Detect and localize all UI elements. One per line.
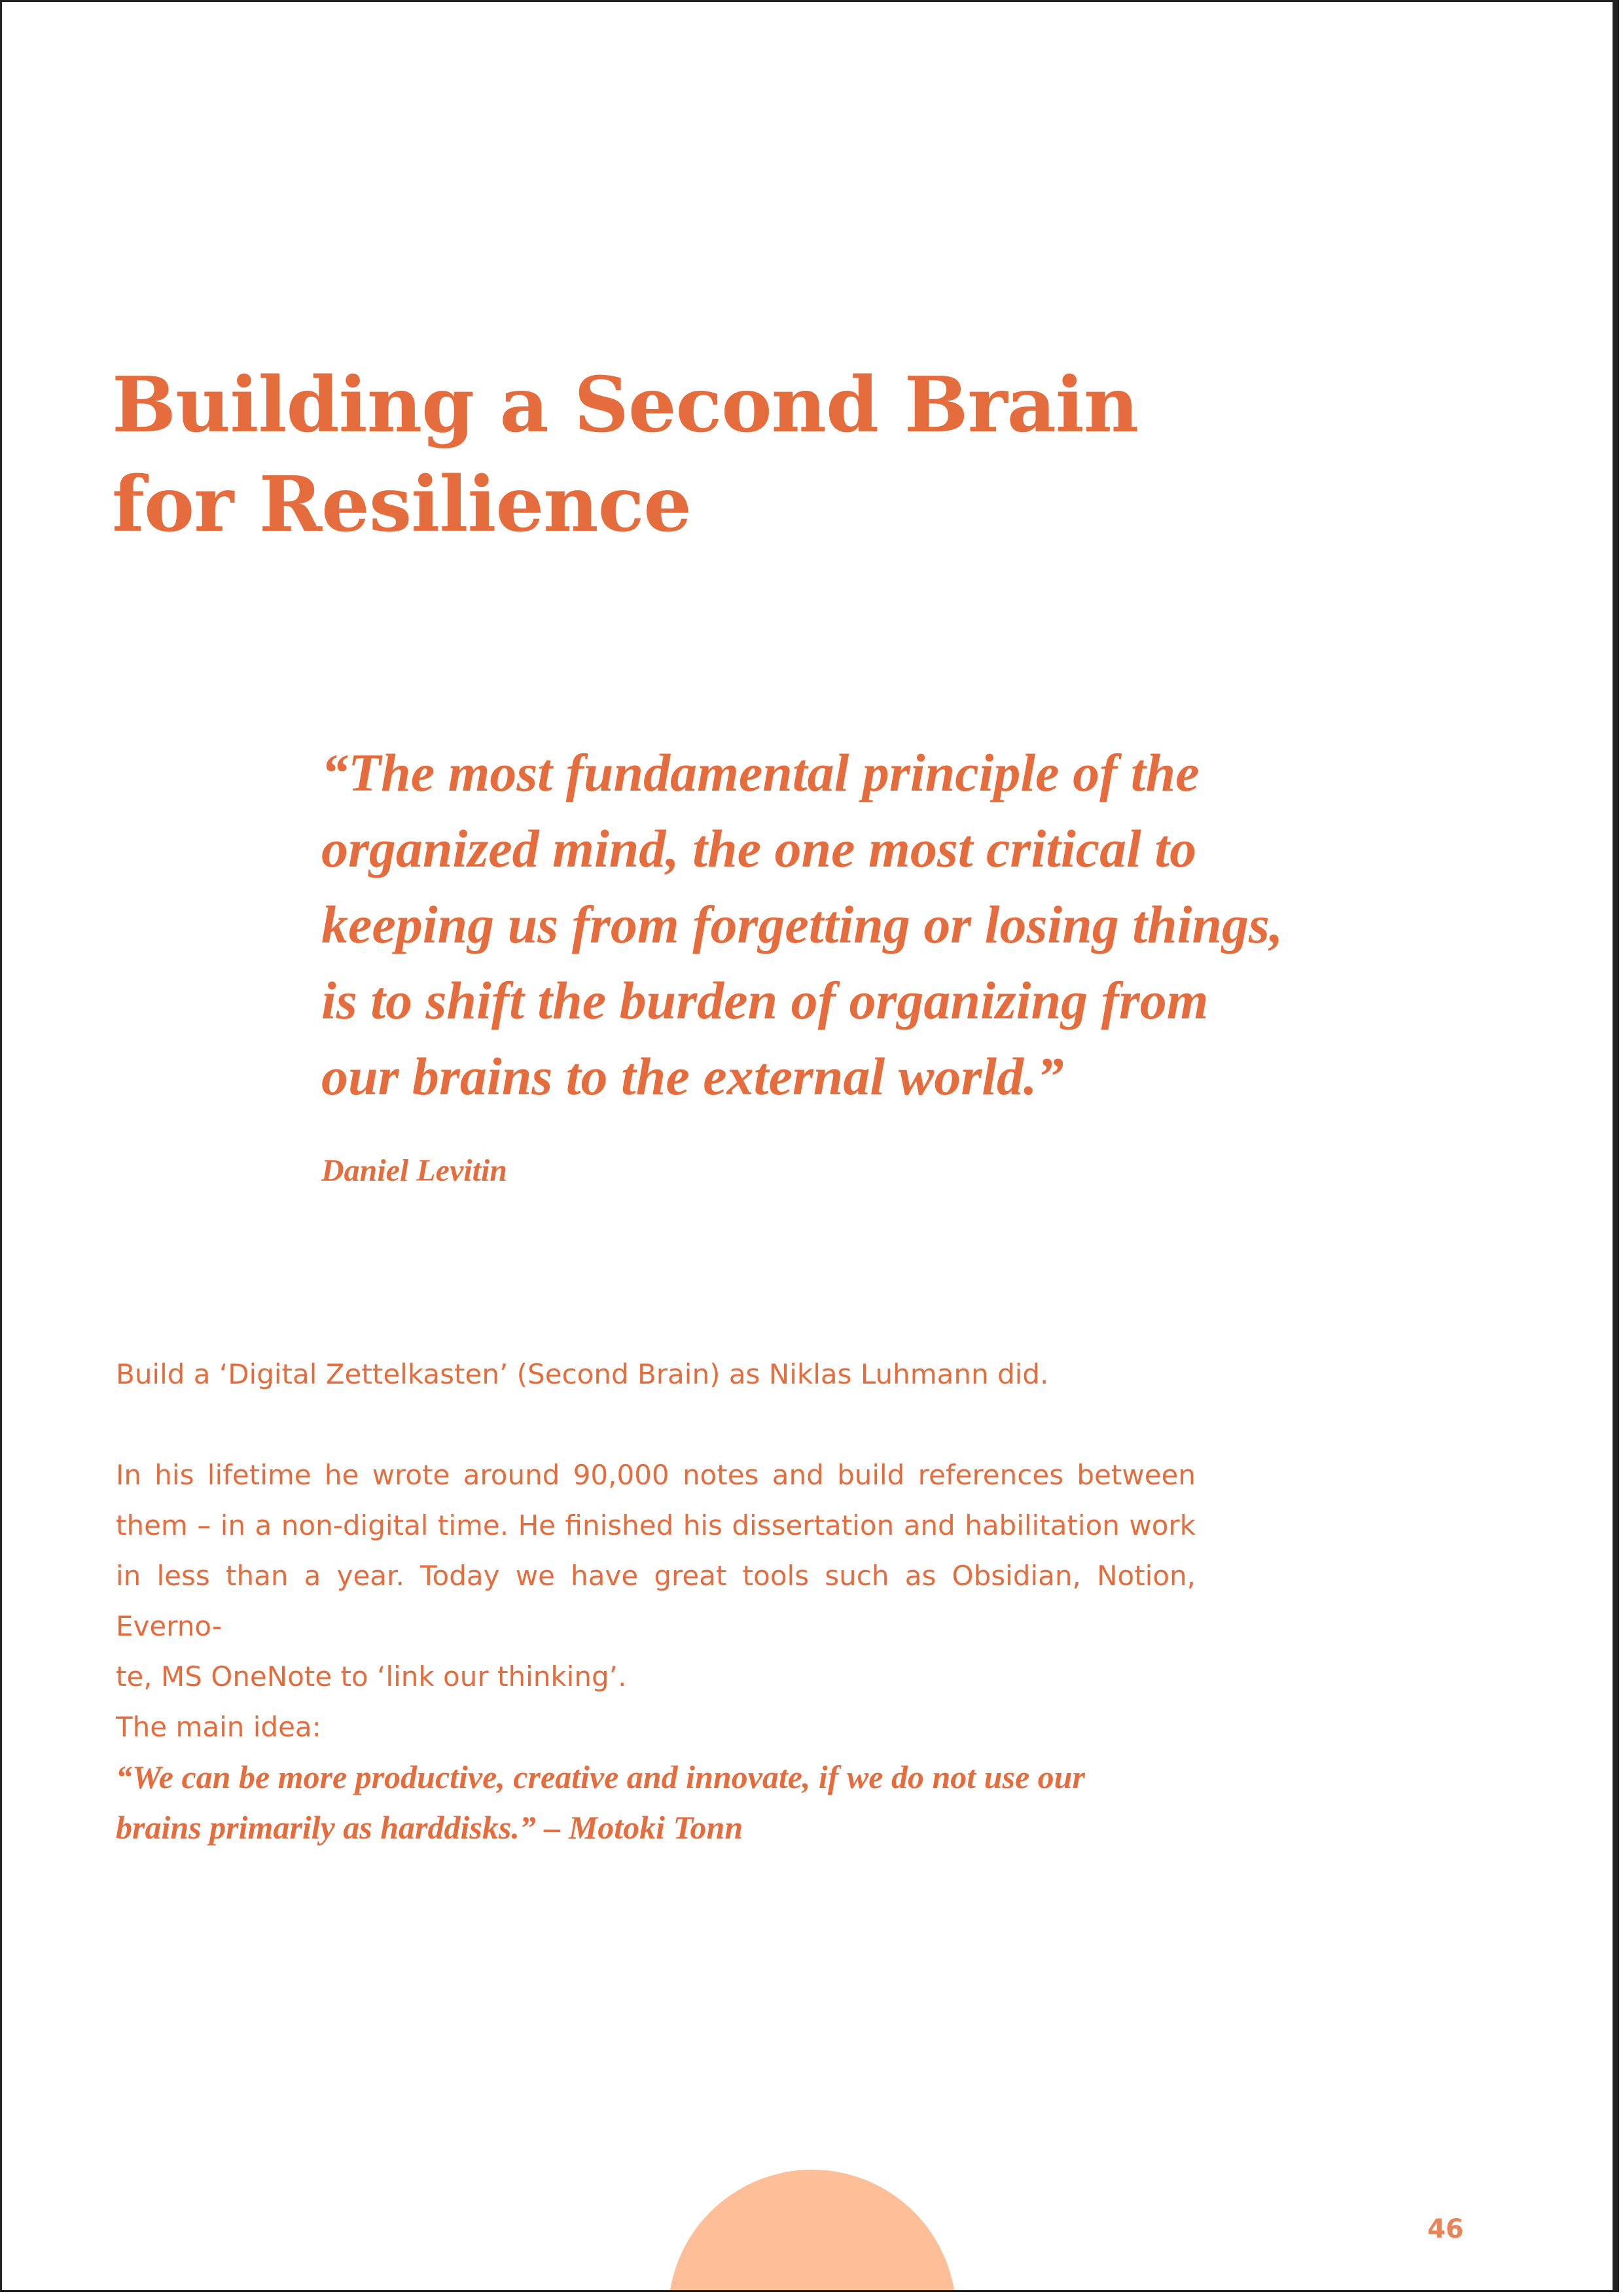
quote-author: Daniel Levitin (321, 1153, 507, 1188)
pull-quote-line: “The most fundamental principle of the (321, 743, 1200, 802)
body-paragraph-line: them – in a non-digital time. He finished his dissertation and habilitation work (116, 1509, 1196, 1541)
body-paragraph-line: In his lifetime he wrote around 90,000 notes and build references between (116, 1459, 1196, 1491)
intro-paragraph: Build a ‘Digital Zettelkasten’ (Second Brain) as Niklas Luhmann did. (116, 1358, 1049, 1390)
main-idea-label: The main idea: (116, 1711, 321, 1743)
page-title-line-2: for Resilience (112, 460, 692, 549)
page-number: 46 (1427, 2214, 1464, 2244)
page-title-line-1: Building a Second Brain (112, 361, 1139, 450)
main-idea-quote-line: brains primarily as harddisks.” – Motoki Tonn (116, 1809, 743, 1846)
body-paragraph (116, 1450, 1196, 1702)
pull-quote (321, 735, 1382, 1115)
pull-quote-line: organized mind, the one most critical to (321, 819, 1197, 878)
decorative-circle (668, 2170, 956, 2292)
main-idea-quote-line: “We can be more productive, creative and innovate, if we do not use our (116, 1759, 1085, 1795)
pull-quote-line: keeping us from forgetting or losing things, (321, 895, 1283, 954)
body-paragraph-line: in less than a year. Today we have great tools such as Obsidian, Notion, Everno- (116, 1560, 1196, 1642)
pull-quote-line: our brains to the external world.” (321, 1047, 1064, 1106)
pull-quote-line: is to shift the burden of organizing from (321, 971, 1209, 1030)
body-paragraph-line: te, MS OneNote to ‘link our thinking’. (116, 1660, 627, 1693)
page-title (112, 355, 1138, 554)
main-idea-quote (116, 1752, 1085, 1853)
